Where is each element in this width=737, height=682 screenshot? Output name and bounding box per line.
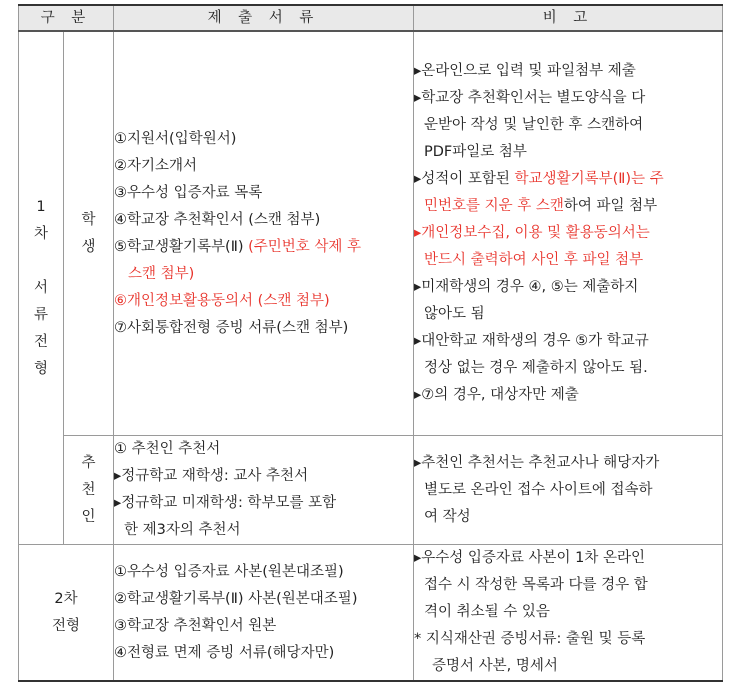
list-item: ▸미재학생의 경우 ④, ⑤는 제출하지: [414, 279, 639, 295]
stage1-recommender-row: [19, 436, 723, 545]
submission-documents-table: [18, 4, 723, 682]
list-item: 별도로 온라인 접수 사이트에 접속하: [424, 481, 653, 498]
header-category: 구 분: [19, 5, 114, 31]
list-item: ①우수성 입증자료 사본(원본대조필): [114, 563, 344, 580]
stage1-student-row: [19, 31, 723, 436]
list-item: 정상 없는 경우 제출하지 않아도 됨.: [424, 360, 648, 376]
list-item: 운받아 작성 및 날인한 후 스캔하여: [424, 117, 644, 133]
list-item: 증명서 사본, 명세서: [432, 658, 558, 674]
list-item: ②자기소개서: [114, 157, 198, 174]
student-label: 학 생: [64, 31, 114, 436]
list-item: 접수 시 작성한 목록과 다를 경우 합: [424, 577, 648, 593]
header-documents: 제 출 서 류: [114, 5, 414, 31]
list-item: ▸온라인으로 입력 및 파일첨부 제출: [414, 63, 636, 79]
list-item: ▸학교장 추천확인서는 별도양식을 다: [414, 90, 646, 106]
recommender-remarks: [414, 436, 723, 545]
list-item: 민번호를 지운 후 스캔하여 파일 첨부: [424, 198, 658, 214]
list-item: ▸대안학교 재학생의 경우 ⑤가 학교규: [414, 333, 649, 349]
list-item: * 지식재산권 증빙서류: 출원 및 등록: [414, 631, 646, 647]
list-item: ③학교장 추천확인서 원본: [114, 617, 277, 634]
list-item: ▸성적이 포함된 학교생활기록부(Ⅱ)는 주: [414, 171, 664, 187]
list-item: 여 작성: [424, 508, 471, 525]
list-item: ③우수성 입증자료 목록: [114, 184, 263, 201]
list-item: 않아도 됨: [424, 306, 485, 322]
list-item: ▸우수성 입증자료 사본이 1차 온라인: [414, 550, 646, 566]
table-header-row: [19, 5, 723, 31]
list-item: ②학교생활기록부(Ⅱ) 사본(원본대조필): [114, 590, 358, 607]
stage2-label: 2차 전형: [19, 545, 114, 682]
list-item: 스캔 첨부): [128, 265, 195, 282]
student-documents: [114, 31, 414, 436]
list-item: 격이 취소될 수 있음: [424, 604, 550, 620]
list-item: ① 추천인 추천서: [114, 441, 221, 457]
recommender-documents: [114, 436, 414, 545]
student-remarks: [414, 31, 723, 436]
list-item: ⑤학교생활기록부(Ⅱ) (주민번호 삭제 후: [114, 238, 362, 255]
recommender-label: 추 천 인: [64, 436, 114, 545]
list-item: ①지원서(입학원서): [114, 130, 237, 147]
list-item: ④전형료 면제 증빙 서류(해당자만): [114, 644, 335, 661]
stage2-remarks: [414, 545, 723, 682]
list-item: 한 제3자의 추천서: [124, 522, 241, 538]
list-item: ▸⑦의 경우, 대상자만 제출: [414, 387, 579, 403]
stage2-documents: [114, 545, 414, 682]
list-item: ⑥개인정보활용동의서 (스캔 첨부): [114, 292, 330, 309]
stage1-label: 1 차 서 류 전 형: [19, 31, 64, 545]
list-item: ▸개인정보수집, 이용 및 활용동의서는: [414, 225, 650, 241]
list-item: ⑦사회통합전형 증빙 서류(스캔 첨부): [114, 319, 349, 336]
stage2-row: [19, 545, 723, 682]
list-item: ④학교장 추천확인서 (스캔 첨부): [114, 211, 321, 228]
list-item: PDF파일로 첨부: [424, 144, 527, 160]
list-item: ▸정규학교 재학생: 교사 추천서: [114, 468, 309, 484]
list-item: ▸추천인 추천서는 추천교사나 해당자가: [414, 454, 660, 471]
header-remarks: 비 고: [414, 5, 723, 31]
list-item: ▸정규학교 미재학생: 학부모를 포함: [114, 495, 337, 511]
list-item: 반드시 출력하여 사인 후 파일 첨부: [424, 252, 644, 268]
